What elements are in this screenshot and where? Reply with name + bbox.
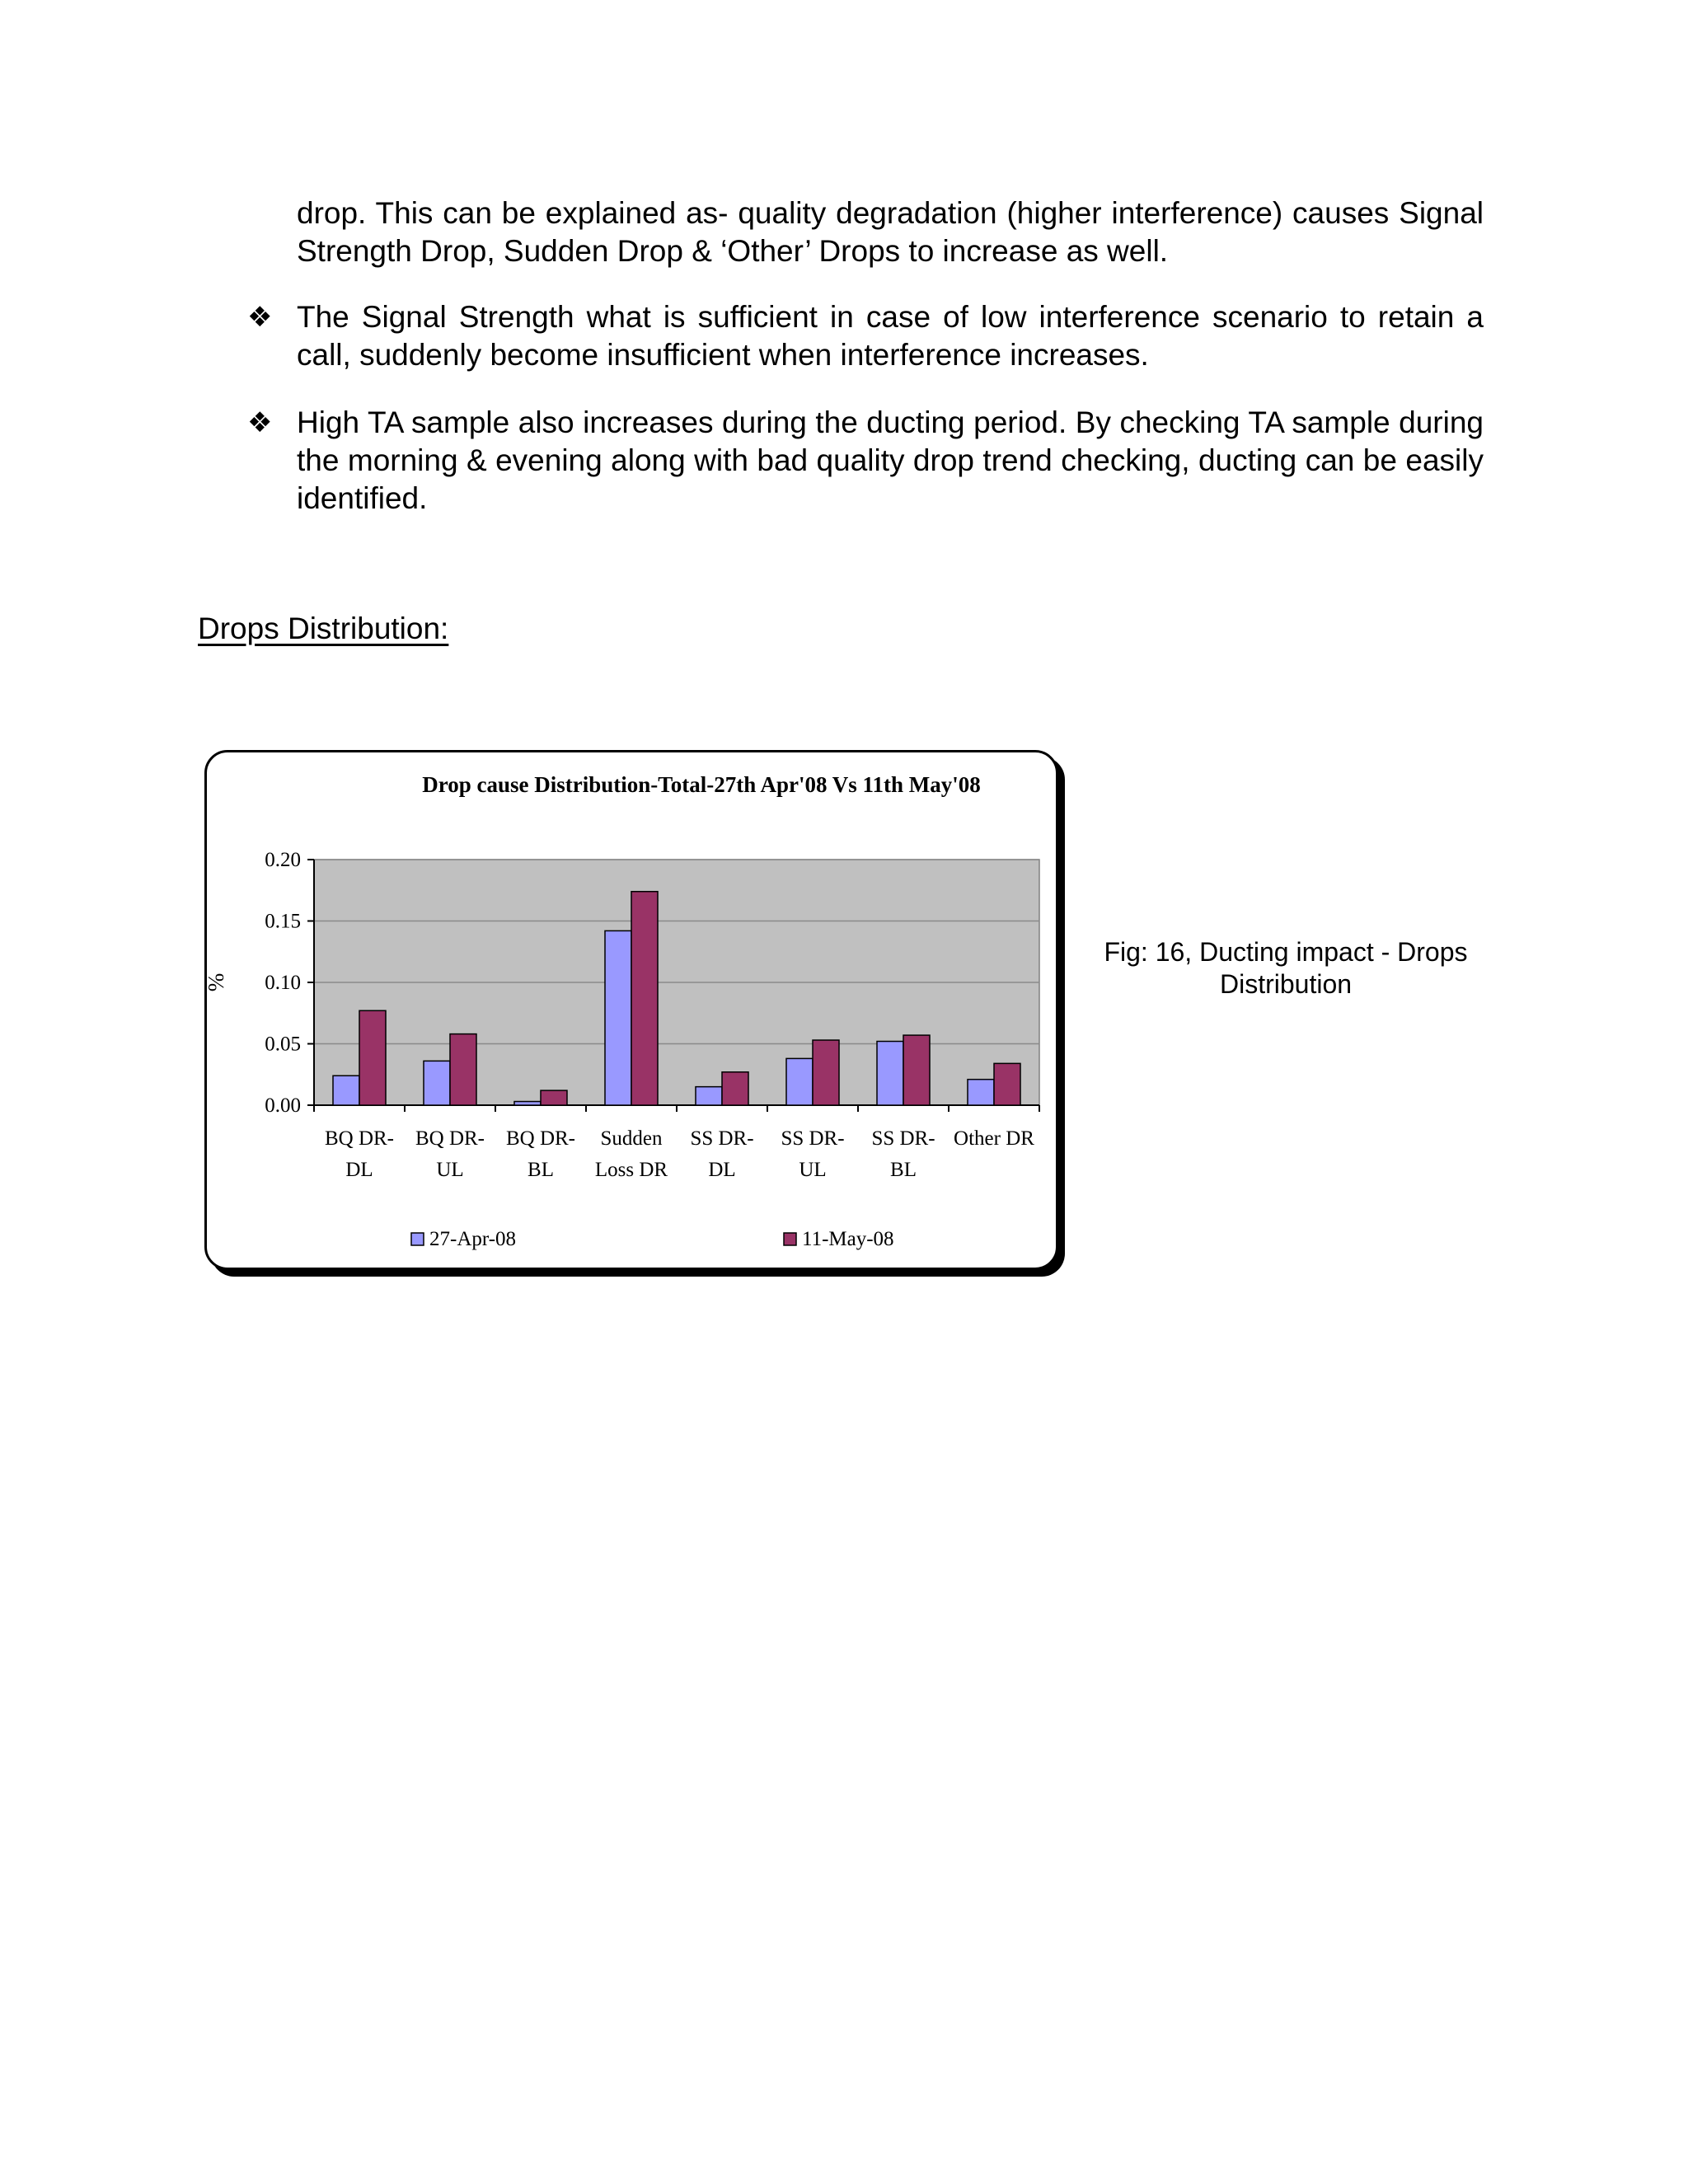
- continuation-paragraph: drop. This can be explained as- quality degradation (higher interference) causes Signal Strength Drop, Sudden Drop & ‘Other’ Drops to increase as well.: [297, 196, 1484, 268]
- x-category-label: Sudden: [600, 1127, 663, 1150]
- bar-series-1: [605, 930, 631, 1105]
- y-tick-label: 0.05: [265, 1033, 301, 1056]
- section-heading: Drops Distribution:: [198, 612, 449, 645]
- x-category-label: SS DR-: [781, 1127, 845, 1150]
- bar-series-2: [541, 1090, 567, 1105]
- x-category-label: DL: [345, 1159, 373, 1181]
- bullet-text-2: High TA sample also increases during the ducting period. By checking TA sample during the morning & evening along with bad quality drop trend checking, ducting can be easily identified.: [297, 405, 1484, 515]
- legend-swatch: [411, 1233, 424, 1245]
- y-tick-label: 0.10: [265, 972, 301, 994]
- x-category-label: UL: [436, 1159, 464, 1181]
- bar-series-1: [968, 1080, 994, 1105]
- x-category-label: Loss DR: [594, 1159, 668, 1181]
- x-category-label: BQ DR-: [505, 1127, 576, 1150]
- y-tick-label: 0.00: [265, 1094, 301, 1117]
- bar-series-2: [631, 892, 658, 1105]
- bar-series-1: [877, 1042, 903, 1105]
- x-category-label: BL: [890, 1159, 917, 1181]
- legend-label: 11-May-08: [802, 1228, 894, 1250]
- bar-series-2: [813, 1040, 839, 1105]
- x-category-label: BQ DR-: [415, 1127, 485, 1150]
- bullet-text-1: The Signal Strength what is sufficient in case of low interference scenario to retain a call, suddenly become insufficient when interference increases.: [297, 300, 1484, 372]
- bar-series-1: [514, 1102, 541, 1105]
- y-axis-label: %: [204, 972, 228, 992]
- y-tick-label: 0.15: [265, 910, 301, 933]
- chart-frame: [204, 750, 1058, 1270]
- bar-series-2: [722, 1072, 748, 1105]
- bar-series-2: [994, 1063, 1020, 1105]
- diamond-bullet-icon: ❖: [247, 301, 273, 334]
- bar-series-1: [696, 1087, 722, 1105]
- x-category-label: SS DR-: [690, 1127, 754, 1150]
- chart-title: Drop cause Distribution-Total-27th Apr'08 Vs 11th May'08: [422, 772, 981, 797]
- legend-swatch: [784, 1233, 796, 1245]
- bar-series-2: [359, 1010, 386, 1105]
- bar-series-2: [450, 1034, 476, 1105]
- bar-series-1: [333, 1076, 359, 1105]
- x-category-label: SS DR-: [871, 1127, 935, 1150]
- x-category-label: BL: [528, 1159, 554, 1181]
- legend-label: 27-Apr-08: [429, 1228, 517, 1250]
- x-category-label: BQ DR-: [324, 1127, 395, 1150]
- x-category-label: DL: [708, 1159, 736, 1181]
- drop-cause-bar-chart: [204, 752, 1056, 1268]
- bar-series-2: [903, 1035, 930, 1105]
- y-tick-label: 0.20: [265, 849, 301, 871]
- diamond-bullet-icon: ❖: [247, 406, 273, 439]
- bar-series-1: [424, 1061, 450, 1105]
- x-category-label: Other DR: [954, 1127, 1034, 1150]
- x-category-label: UL: [799, 1159, 827, 1181]
- figure-caption: Fig: 16, Ducting impact - Drops Distribution: [1104, 937, 1468, 999]
- bar-series-1: [786, 1058, 813, 1105]
